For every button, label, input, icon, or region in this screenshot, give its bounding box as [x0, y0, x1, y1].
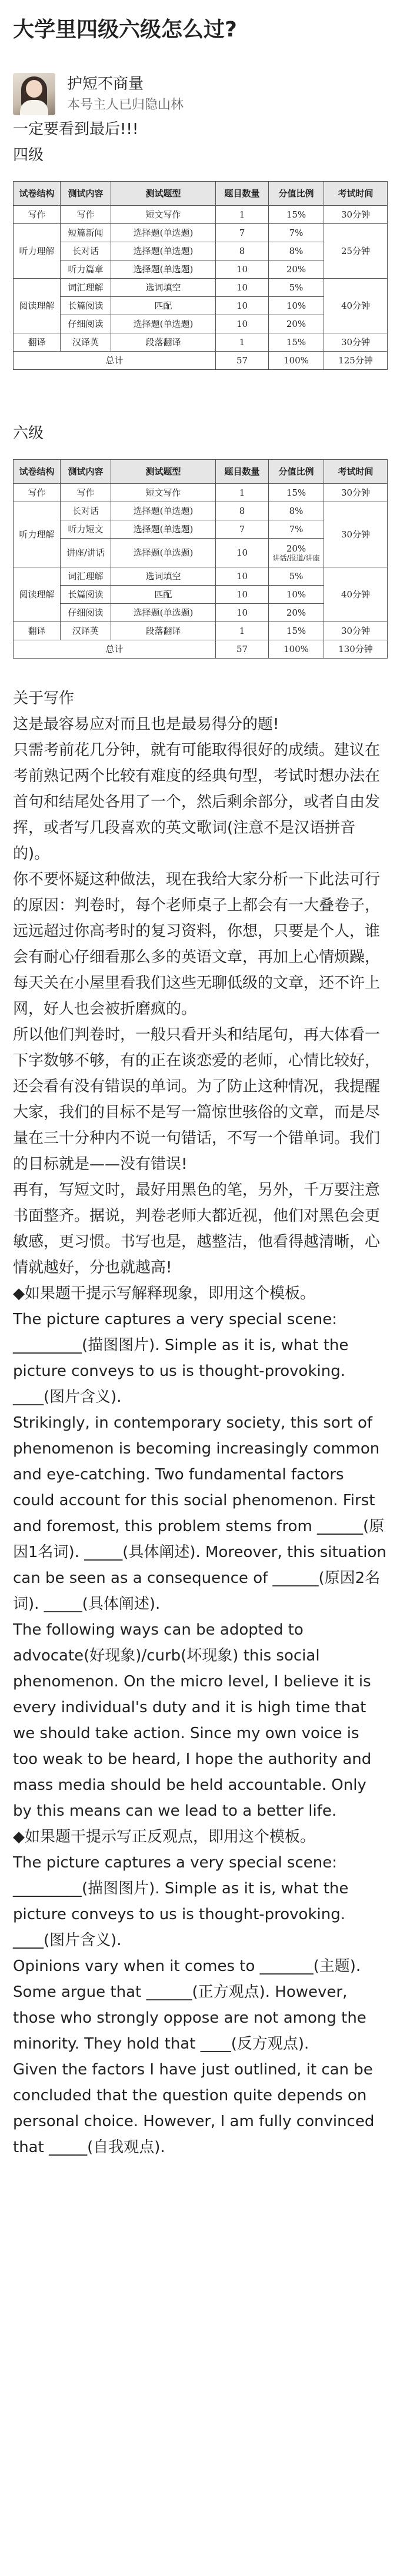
header-cell: 考试时间	[324, 460, 388, 484]
total-time: 130分钟	[324, 640, 388, 659]
count-cell: 7	[216, 224, 269, 242]
time-cell: 40分钟	[324, 567, 388, 622]
ratio-cell: 5%	[269, 567, 324, 586]
table-row	[14, 567, 388, 586]
ratio-cell: 20%	[269, 315, 324, 333]
content-cell: 长对话	[61, 502, 111, 520]
structure-cell: 翻译	[14, 333, 61, 352]
count-cell: 1	[216, 333, 269, 352]
cet6-table	[13, 459, 388, 659]
type-cell: 选词填空	[111, 567, 216, 586]
content-cell: 短篇新闻	[61, 224, 111, 242]
time-cell: 40分钟	[324, 279, 388, 333]
paragraph: Opinions vary when it comes to _______(主题). Some argue that ______(正方观点). However, those who strongly oppose are not among the minority. They hold that ____(反方观点).	[13, 1957, 366, 2053]
count-cell: 10	[216, 260, 269, 279]
header-cell: 试卷结构	[14, 182, 61, 206]
content-cell: 长对话	[61, 242, 111, 260]
table-row	[14, 279, 388, 297]
structure-cell: 听力理解	[14, 224, 61, 279]
table-total-row	[14, 640, 388, 659]
author-subtitle: 本号主人已归隐山林	[67, 98, 184, 112]
ratio-cell: 15%	[269, 622, 324, 640]
type-cell: 选择题(单选题)	[111, 539, 216, 567]
count-cell: 7	[216, 520, 269, 539]
time-cell: 30分钟	[324, 484, 388, 502]
paragraph: 这是最容易应对而且也是最易得分的题!	[13, 716, 279, 733]
content-cell: 长篇阅读	[61, 297, 111, 315]
avatar-face	[26, 80, 42, 98]
ratio-cell: 20%	[286, 543, 306, 554]
header-cell: 测试题型	[111, 182, 216, 206]
spacer	[13, 370, 387, 420]
ratio-cell: 8%	[269, 242, 324, 260]
intro-text: 一定要看到最后!!!	[13, 121, 139, 138]
structure-cell: 翻译	[14, 622, 61, 640]
content-cell: 仔细阅读	[61, 315, 111, 333]
content-cell: 听力短文	[61, 520, 111, 539]
article-title: 大学里四级六级怎么过?	[13, 18, 237, 42]
type-cell: 选择题(单选题)	[111, 224, 216, 242]
type-cell: 选择题(单选题)	[111, 242, 216, 260]
header-cell: 分值比例	[269, 460, 324, 484]
time-cell: 30分钟	[324, 333, 388, 352]
ratio-cell: 10%	[269, 297, 324, 315]
cet6-label: 六级	[13, 425, 44, 442]
ratio-cell: 7%	[269, 224, 324, 242]
ratio-cell: 5%	[269, 279, 324, 297]
time-cell: 25分钟	[324, 224, 388, 279]
type-cell: 选择题(单选题)	[111, 604, 216, 622]
type-cell: 短文写作	[111, 206, 216, 224]
table-header-row	[14, 182, 388, 206]
avatar-body	[20, 100, 48, 115]
count-cell: 10	[216, 567, 269, 586]
avatar[interactable]	[13, 73, 55, 115]
type-cell: 选词填空	[111, 279, 216, 297]
total-count: 57	[216, 352, 269, 370]
ratio-cell: 7%	[269, 520, 324, 539]
count-cell: 8	[216, 242, 269, 260]
author-name[interactable]: 护短不商量	[67, 75, 144, 93]
structure-cell: 听力理解	[14, 502, 61, 567]
table-row	[14, 224, 388, 242]
type-cell: 选择题(单选题)	[111, 315, 216, 333]
template-heading: ◆如果题干提示写解释现象，即用这个模板。	[13, 1285, 315, 1302]
header-cell: 题目数量	[216, 460, 269, 484]
content-cell: 词汇理解	[61, 567, 111, 586]
header-cell: 测试内容	[61, 460, 111, 484]
count-cell: 1	[216, 206, 269, 224]
content-cell: 长篇阅读	[61, 586, 111, 604]
header-cell: 考试时间	[324, 182, 388, 206]
total-label: 总计	[14, 640, 216, 659]
paragraph: 所以他们判卷时，一般只看开头和结尾句，再大体看一下字数够不够，有的正在谈恋爱的老师，心情比较好，还会看有没有错误的单词。为了防止这种情况，我提醒大家，我们的目标不是写一篇惊世骇俗的文章，而是尽量在三十分种内不说一句错话，不写一个错单词。我们的目标就是——没有错误!	[13, 1026, 381, 1173]
content-cell: 讲座/讲话	[66, 547, 105, 558]
content-cell: 仔细阅读	[61, 604, 111, 622]
author-card[interactable]	[13, 72, 387, 116]
template-heading: ◆如果题干提示写正反观点，即用这个模板。	[13, 1828, 315, 1846]
type-cell: 短文写作	[111, 484, 216, 502]
table-row	[14, 206, 388, 224]
header-cell: 测试题型	[111, 460, 216, 484]
paragraph: Given the factors I have just outlined, it can be concluded that the question quite depends on personal choice. However, I am fully convinced that _____(自我观点).	[13, 2061, 375, 2156]
total-count: 57	[216, 640, 269, 659]
count-cell: 10	[216, 604, 269, 622]
author-info	[67, 74, 184, 114]
count-cell: 8	[216, 502, 269, 520]
total-ratio: 100%	[269, 352, 324, 370]
type-cell: 选择题(单选题)	[111, 520, 216, 539]
type-cell: 选择题(单选题)	[111, 260, 216, 279]
paragraph: 再有，写短文时，最好用黑色的笔，另外，千万要注意书面整齐。据说，判卷老师大都近视，他们对黑色会更敏感，更习惯。书写也是，越整洁，他看得越清晰，心情就越好，分也就越高!	[13, 1181, 381, 1277]
type-cell: 匹配	[111, 297, 216, 315]
paragraph: Strikingly, in contemporary society, this sort of phenomenon is becoming increasingly common and eye-catching. Two fundamental factors could account for this social phenomenon. First and foremost, this problem stems from ______(原因1名词). _____(具体阐述). Moreover, this situation can be seen as a consequence of ______(原因2名词). _____(具体阐述).	[13, 1414, 386, 1613]
count-cell: 10	[216, 539, 269, 567]
total-time: 125分钟	[324, 352, 388, 370]
content-cell: 词汇理解	[61, 279, 111, 297]
table-header-row	[14, 460, 388, 484]
header-cell: 题目数量	[216, 182, 269, 206]
type-cell: 段落翻译	[111, 333, 216, 352]
table-row	[14, 333, 388, 352]
paragraph: The picture captures a very special scene: _________(描图图片). Simple as it is, what the picture conveys to us is thought-provoking. ____(图片含义).	[13, 1854, 349, 1949]
content-cell: 汉译英	[61, 622, 111, 640]
type-cell: 选择题(单选题)	[111, 502, 216, 520]
paragraph: The picture captures a very special scene: _________(描图图片). Simple as it is, what the picture conveys to us is thought-provoking. ____(图片含义).	[13, 1311, 349, 1406]
paragraph: 只需考前花几分钟，就有可能取得很好的成绩。建议在考前熟记两个比较有难度的经典句型，考试时想办法在首句和结尾处各用了一个，然后剩余部分，或者自由发挥，或者写几段喜欢的英文歌词(注意不是汉语拼音的)。	[13, 741, 381, 863]
structure-cell: 写作	[14, 484, 61, 502]
total-ratio: 100%	[269, 640, 324, 659]
content-cell: 听力篇章	[61, 260, 111, 279]
paragraph: 你不要怀疑这种做法，现在我给大家分析一下此法可行的原因：判卷时，每个老师桌子上都会有一大叠卷子，远远超过你高考时的复习资料，你想，只要是个人，谁会有耐心仔细看那么多的英语文章，再加上心情烦躁，每天关在小屋里看我们这些无聊低级的文章，还不许上网，好人也会被折磨疯的。	[13, 871, 381, 1018]
ratio-note: 讲话/报道/讲座	[272, 553, 320, 562]
ratio-cell: 8%	[269, 502, 324, 520]
table-row	[14, 622, 388, 640]
content-cell: 汉译英	[61, 333, 111, 352]
header-cell: 试卷结构	[14, 460, 61, 484]
structure-cell: 写作	[14, 206, 61, 224]
cet4-table	[13, 181, 388, 370]
section-heading-writing: 关于写作	[13, 690, 75, 707]
total-label: 总计	[14, 352, 216, 370]
count-cell: 10	[216, 315, 269, 333]
cet4-label: 四级	[13, 146, 44, 164]
table-row	[14, 484, 388, 502]
ratio-cell: 15%	[269, 484, 324, 502]
time-cell: 30分钟	[324, 206, 388, 224]
ratio-cell: 20%	[269, 604, 324, 622]
ratio-cell: 15%	[269, 206, 324, 224]
structure-cell: 阅读理解	[14, 567, 61, 622]
type-cell: 段落翻译	[111, 622, 216, 640]
table-row	[14, 502, 388, 520]
time-cell: 30分钟	[324, 502, 388, 567]
count-cell: 1	[216, 484, 269, 502]
count-cell: 10	[216, 586, 269, 604]
ratio-cell: 10%	[269, 586, 324, 604]
header-cell: 分值比例	[269, 182, 324, 206]
type-cell: 匹配	[111, 586, 216, 604]
ratio-cell: 20%	[269, 260, 324, 279]
count-cell: 1	[216, 622, 269, 640]
table-total-row	[14, 352, 388, 370]
content-cell: 写作	[61, 484, 111, 502]
structure-cell: 阅读理解	[14, 279, 61, 333]
header-cell: 测试内容	[61, 182, 111, 206]
ratio-cell: 15%	[269, 333, 324, 352]
paragraph: The following ways can be adopted to advocate(好现象)/curb(坏现象) this social phenomenon. On the micro level, I believe it is every individual's duty and it is high time that we should take action. Since my own voice is too weak to be heard, I hope the authority and mass media should be held accountable. Only by this means can we lead to a better life.	[13, 1621, 372, 1820]
count-cell: 10	[216, 279, 269, 297]
content-cell: 写作	[61, 206, 111, 224]
count-cell: 10	[216, 297, 269, 315]
time-cell: 30分钟	[324, 622, 388, 640]
